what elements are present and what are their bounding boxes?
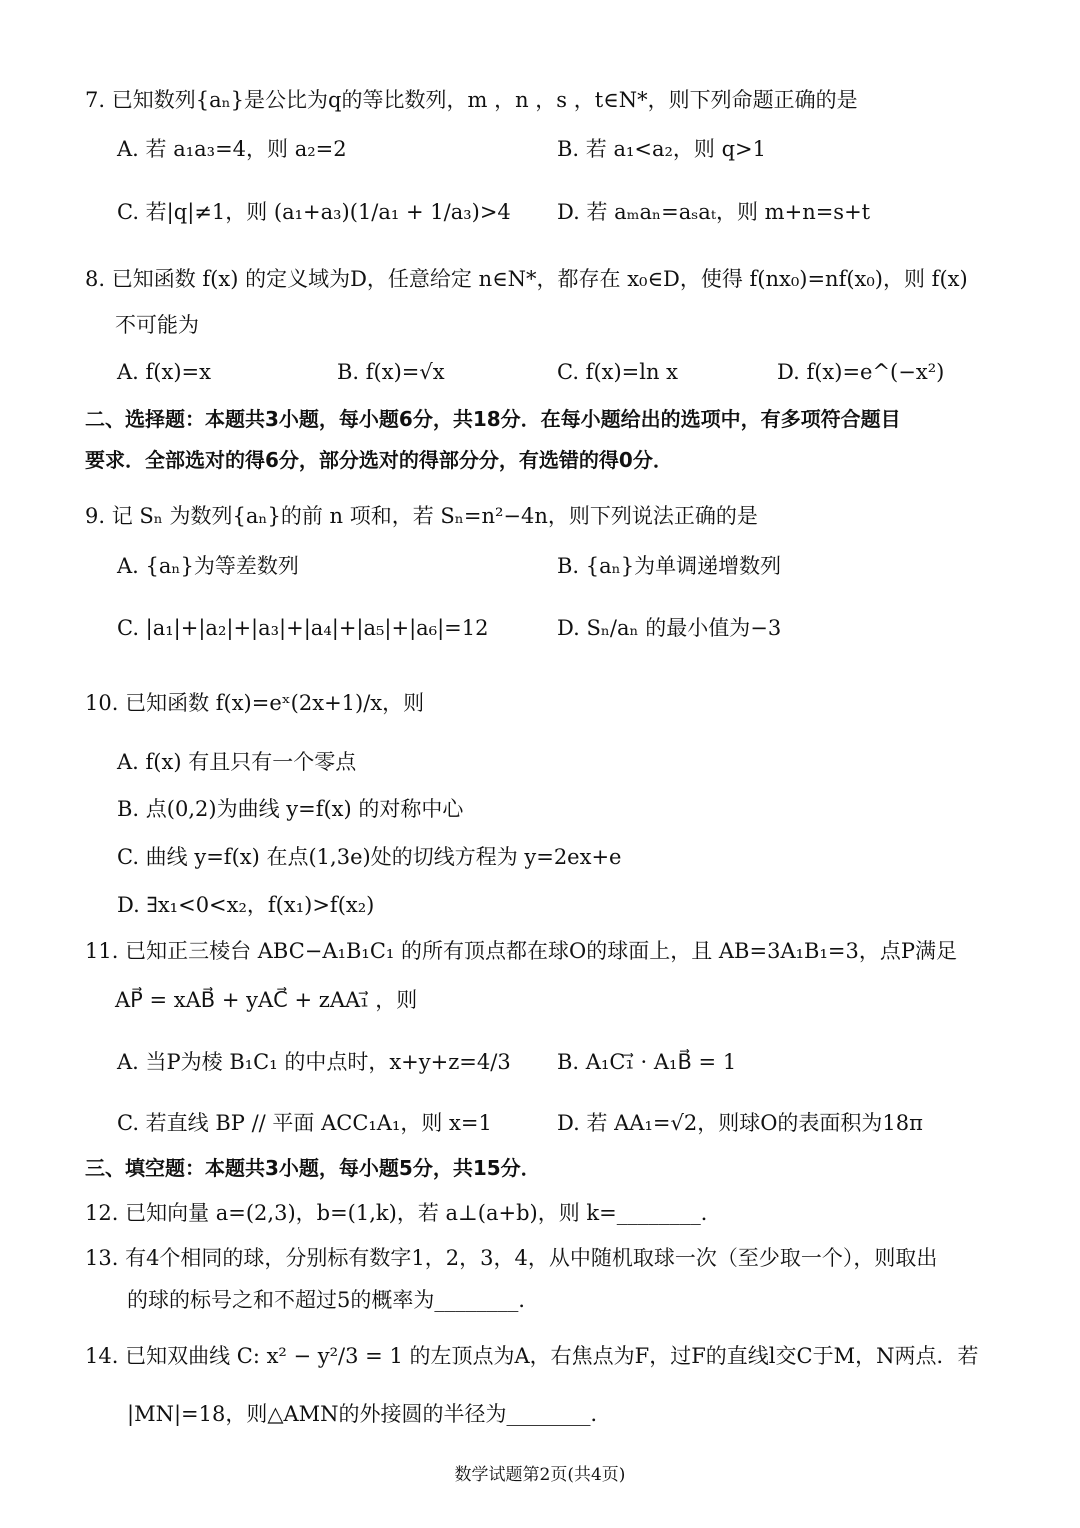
option-b: B. A₁C₁⃗ · A₁B⃗ = 1 [557, 1050, 737, 1074]
question-stem-continued: AP⃗ = xAB⃗ + yAC⃗ + zAA₁⃗ ，则 [115, 988, 418, 1012]
option-d: D. f(x)=e^(−x²) [777, 360, 945, 384]
question-stem-continued: |MN|=18，则△AMN的外接圆的半径为________． [127, 1402, 612, 1426]
option-c: C. 若|q|≠1，则 (a₁+a₃)(1/a₁ + 1/a₃)>4 [117, 200, 511, 224]
option-c: C. |a₁|+|a₂|+|a₃|+|a₄|+|a₅|+|a₆|=12 [117, 616, 489, 640]
option-c: C. 若直线 BP // 平面 ACC₁A₁，则 x=1 [117, 1111, 492, 1135]
option-a: A. 若 a₁a₃=4，则 a₂=2 [117, 137, 347, 161]
option-d: D. ∃x₁<0<x₂，f(x₁)>f(x₂) [117, 893, 375, 917]
section-3-heading: 三、填空题：本题共3小题，每小题5分，共15分． [85, 1156, 541, 1180]
option-a: A. f(x)=x [117, 360, 211, 384]
option-d: D. 若 AA₁=√2，则球O的表面积为18π [557, 1111, 923, 1135]
question-stem-continued: 不可能为 [115, 313, 199, 337]
option-a: A. f(x) 有且只有一个零点 [117, 750, 357, 774]
question-stem: 13. 有4个相同的球，分别标有数字1，2，3，4，从中随机取球一次（至少取一个），则取出 [85, 1246, 938, 1270]
option-c: C. f(x)=ln x [557, 360, 679, 384]
question-stem: 14. 已知双曲线 C: x² − y²/3 = 1 的左顶点为A，右焦点为F，过F的直线l交C于M，N两点．若 [85, 1344, 979, 1368]
section-heading-line: 要求．全部选对的得6分，部分选对的得部分分，有选错的得0分． [85, 448, 673, 472]
option-b: B. {aₙ}为单调递增数列 [557, 554, 782, 578]
question-12: 12. 已知向量 a=(2,3)，b=(1,k)，若 a⊥(a+b)，则 k=________． [85, 1201, 722, 1225]
option-a: A. 当P为棱 B₁C₁ 的中点时，x+y+z=4/3 [117, 1050, 511, 1074]
option-a: A. {aₙ}为等差数列 [117, 554, 299, 578]
question-stem: 8. 已知函数 f(x) 的定义域为D，任意给定 n∈N*，都存在 x₀∈D，使得 f(nx₀)=nf(x₀)，则 f(x) [85, 267, 968, 291]
option-b: B. 若 a₁<a₂，则 q>1 [557, 137, 767, 161]
section-heading-line: 二、选择题：本题共3小题，每小题6分，共18分．在每小题给出的选项中，有多项符合题目 [85, 407, 901, 431]
question-stem-continued: 的球的标号之和不超过5的概率为________． [127, 1288, 540, 1312]
page-footer: 数学试题第2页(共4页) [454, 1465, 626, 1485]
question-stem: 7. 已知数列{aₙ}是公比为q的等比数列，m ，n ，s ，t∈N*，则下列命题正确的是 [85, 88, 858, 112]
question-stem: 9. 记 Sₙ 为数列{aₙ}的前 n 项和，若 Sₙ=n²−4n，则下列说法正确的是 [85, 504, 758, 528]
option-d: D. 若 aₘaₙ=aₛaₜ，则 m+n=s+t [557, 200, 871, 224]
option-b: B. f(x)=√x [337, 360, 445, 384]
question-stem: 10. 已知函数 f(x)=eˣ(2x+1)/x，则 [85, 691, 425, 715]
option-c: C. 曲线 y=f(x) 在点(1,3e)处的切线方程为 y=2ex+e [117, 845, 622, 869]
option-b: B. 点(0,2)为曲线 y=f(x) 的对称中心 [117, 797, 464, 821]
option-d: D. Sₙ/aₙ 的最小值为−3 [557, 616, 782, 640]
question-stem: 11. 已知正三棱台 ABC−A₁B₁C₁ 的所有顶点都在球O的球面上，且 AB=3A₁B₁=3，点P满足 [85, 939, 957, 963]
